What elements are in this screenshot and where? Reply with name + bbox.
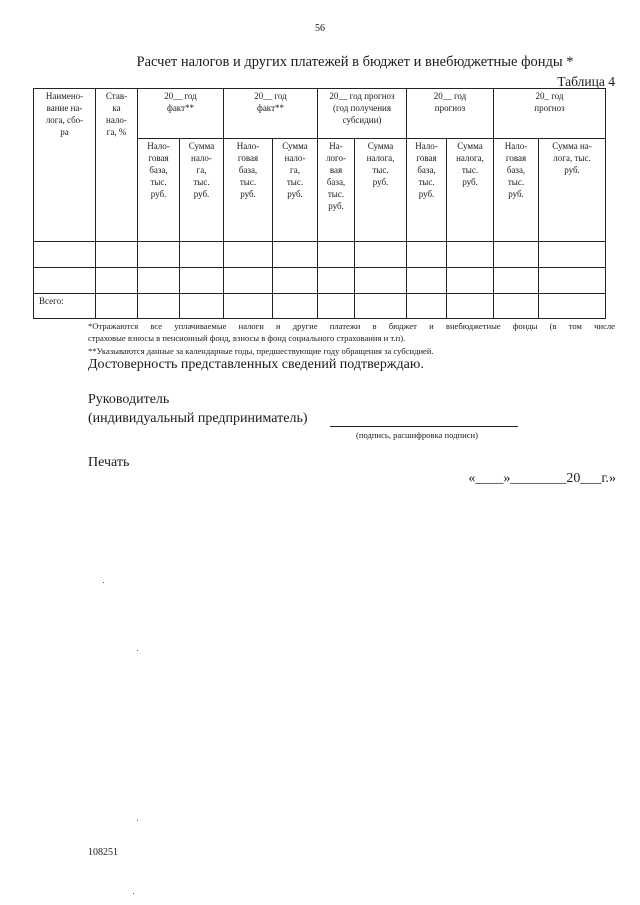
subheader-tax-sum: Сумма нало- га, тыс. руб. — [273, 139, 318, 242]
table-cell — [34, 268, 96, 294]
table-cell — [539, 294, 606, 319]
footnote-taxes: *Отражаются все уплачиваемые налоги и другие платежи в бюджет и внебюджетные фонды (в том числе — [88, 321, 615, 331]
table-cell — [96, 268, 138, 294]
subheader-tax-base: На- лого- вая база, тыс. руб. — [318, 139, 355, 242]
table-cell — [494, 242, 539, 268]
table-cell — [96, 294, 138, 319]
table-cell — [494, 294, 539, 319]
table-cell — [224, 242, 273, 268]
table-cell — [224, 268, 273, 294]
page-number: 56 — [315, 23, 325, 34]
table-cell — [447, 242, 494, 268]
table-row — [34, 242, 606, 268]
footnote-taxes-continued: страховые взносы в пенсионный фонд, взносы в фонд социального страхования и т.п). — [88, 333, 406, 343]
subheader-tax-sum: Сумма налога, тыс. руб. — [355, 139, 407, 242]
subheader-tax-base: Нало- говая база, тыс. руб. — [224, 139, 273, 242]
signature-caption: (подпись, расшифровка подписи) — [356, 430, 478, 440]
signature-line — [330, 426, 518, 427]
seal-label: Печать — [88, 455, 130, 470]
subheader-tax-sum: Сумма на- лога, тыс. руб. — [539, 139, 606, 242]
scan-speck — [137, 650, 138, 651]
table-cell — [96, 242, 138, 268]
header-year-fact-2: 20__ год факт** — [224, 89, 318, 139]
subheader-tax-base: Нало- говая база, тыс. руб. — [494, 139, 539, 242]
document-title: Расчет налогов и других платежей в бюджет и внебюджетные фонды * — [136, 54, 574, 70]
subheader-tax-sum: Сумма налога, тыс. руб. — [447, 139, 494, 242]
table-cell — [273, 268, 318, 294]
header-tax-rate: Став- ка нало- га, % — [96, 89, 138, 242]
table-cell — [138, 268, 180, 294]
table-cell — [407, 268, 447, 294]
subheader-tax-sum: Сумма нало- га, тыс. руб. — [180, 139, 224, 242]
header-tax-name: Наимено- вание на- лога, сбо- ра — [34, 89, 96, 242]
date-line: «____»________20___г.» — [468, 471, 616, 486]
confirmation-statement: Достоверность представленных сведений подтверждаю. — [88, 357, 424, 372]
table-cell — [494, 268, 539, 294]
header-year-fact-1: 20__ год факт** — [138, 89, 224, 139]
table-cell — [180, 294, 224, 319]
table-cell — [180, 242, 224, 268]
scan-speck — [103, 582, 104, 583]
head-subtitle: (индивидуальный предприниматель) — [88, 411, 308, 426]
table-cell — [138, 294, 180, 319]
table-cell — [355, 294, 407, 319]
table-cell — [447, 294, 494, 319]
table-label: Таблица 4 — [557, 74, 615, 89]
table-cell — [318, 242, 355, 268]
table-cell — [34, 242, 96, 268]
table-cell — [447, 268, 494, 294]
subheader-tax-base: Нало- говая база, тыс. руб. — [138, 139, 180, 242]
table-cell — [355, 268, 407, 294]
table-cell — [180, 268, 224, 294]
table-cell — [539, 268, 606, 294]
header-year-forecast-1: 20__ год прогноз — [407, 89, 494, 139]
table-cell — [407, 294, 447, 319]
header-year-subsidy: 20__ год прогноз (год получения субсидии) — [318, 89, 407, 139]
subheader-tax-base: Нало- говая база, тыс. руб. — [407, 139, 447, 242]
table-cell — [539, 242, 606, 268]
total-row — [34, 294, 606, 319]
header-year-forecast-2: 20_ год прогноз — [494, 89, 606, 139]
footnote-years: **Указываются данные за календарные годы, предшествующие году обращения за субсидией. — [88, 346, 434, 356]
table-cell — [407, 242, 447, 268]
head-label: Руководитель — [88, 392, 170, 407]
table-cell — [273, 294, 318, 319]
tax-table — [33, 88, 606, 319]
table-cell — [355, 242, 407, 268]
table-cell — [138, 242, 180, 268]
document-code: 108251 — [88, 847, 118, 858]
total-label: Всего: — [34, 294, 96, 319]
table-cell — [273, 242, 318, 268]
table-cell — [318, 294, 355, 319]
table-cell — [224, 294, 273, 319]
table-cell — [318, 268, 355, 294]
scan-speck — [133, 893, 134, 894]
scan-speck — [137, 820, 138, 821]
table-row — [34, 268, 606, 294]
